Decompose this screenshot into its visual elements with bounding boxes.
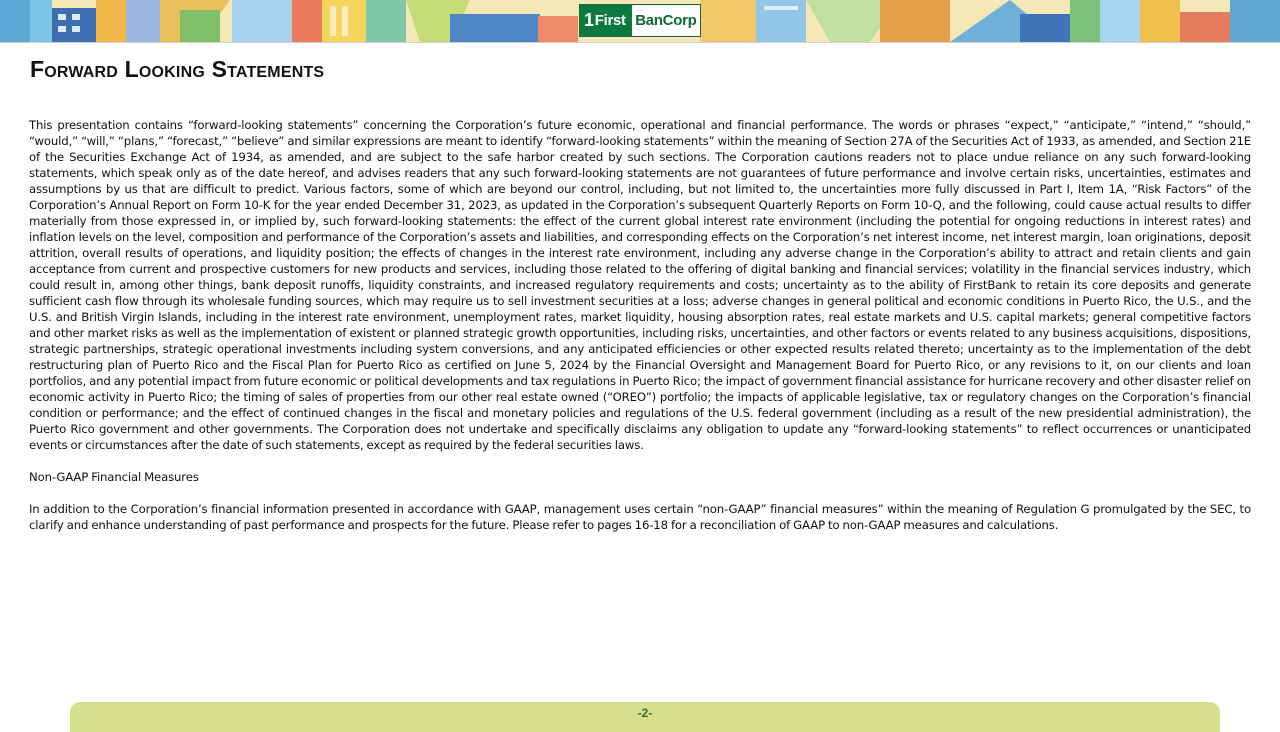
paragraph-gap xyxy=(29,485,1251,501)
logo-first-text: First xyxy=(594,12,626,29)
firstbancorp-logo xyxy=(579,4,701,37)
header-banner xyxy=(0,0,1280,43)
paragraph-gap xyxy=(29,453,1251,469)
logo-first-block xyxy=(580,5,632,36)
non-gaap-heading: Non-GAAP Financial Measures xyxy=(29,470,199,484)
logo-number: 1 xyxy=(584,10,594,30)
forward-looking-paragraph: This presentation contains “forward-looking statements” concerning the Corporation’s future economic, operational and financial performance. The words or phrases “expect,” “anticipate,” “intend,” “should,” “would,” “will,” “plans,” “forecast,” “believe” and similar expressions are meant to identify “forward-looking statements” within the meaning of Section 27A of the Securities Act of 1933, as amended, and Section 21E of the Securities Exchange Act of 1934, as amended, and are subject to the safe harbor created by such sections. The Corporation cautions readers not to place undue reliance on any such forward-looking statements, which speak only as of the date hereof, and advises readers that any such forward-looking statements are not guarantees of future performance and involve certain risks, uncertainties, estimates and assumptions by us that are difficult to predict. Various factors, some of which are beyond our control, including, but not limited to, the uncertainties more fully discussed in Part I, Item 1A, “Risk Factors” of the Corporation’s Annual Report on Form 10-K for the year ended December 31, 2023, as updated in the Corporation’s subsequent Quarterly Reports on Form 10-Q, and the following, could cause actual results to differ materially from those expressed in, or implied by, such forward-looking statements: the effect of the current global interest rate environment (including the potential for ongoing reductions in interest rates) and inflation levels on the level, composition and performance of the Corporation’s assets and liabilities, and corresponding effects on the Corporation’s net interest income, net interest margin, loan originations, deposit attrition, overall results of operations, and liquidity position; the effects of changes in the interest rate environment, including any adverse change in the Corporation’s ability to attract and retain clients and gain acceptance from current and prospective customers for new products and services, including those related to the offering of digital banking and financial services; volatility in the financial services industry, which could result in, among other things, bank deposit runoffs, liquidity constraints, and increased regulatory requirements and costs; uncertainty as to the ability of FirstBank to retain its core deposits and generate sufficient cash flow through its wholesale funding sources, which may require us to sell investment securities at a loss; adverse changes in general political and economic conditions in Puerto Rico, the U.S., and the U.S. and British Virgin Islands, including in the interest rate environment, unemployment rates, market liquidity, housing absorption rates, real estate markets and U.S. capital markets; general competitive factors and other market risks as well as the implementation of existent or planned strategic growth opportunities, including risks, uncertainties, and other factors or events related to any business acquisitions, dispositions, strategic partnerships, strategic operational investments including system conversions, and any anticipated efficiencies or other expected results related thereto; uncertainty as to the implementation of the debt restructuring plan of Puerto Rico and the Fiscal Plan for Puerto Rico as certified on June 5, 2024 by the Financial Oversight and Management Board for Puerto Rico, or any revisions to it, on our clients and loan portfolios, and any potential impact from future economic or political developments and tax regulations in Puerto Rico; the impact of government financial assistance for hurricane recovery and other disaster relief on economic activity in Puerto Rico; the timing of sales of properties from our other real estate owned (“OREO”) portfolio; the impacts of applicable legislative, tax or regulatory changes on the Corporation’s financial condition or performance; and the effect of continued changes in the fiscal and monetary policies and regulations of the U.S. federal government (including as a result of the new presidential administration), the Puerto Rico government and other governments. The Corporation does not undertake and specifically disclaims any obligation to update any “forward-looking statements” to reflect occurrences or unanticipated events or circumstances after the date of such statements, except as required by the federal securities laws. xyxy=(29,118,1251,452)
non-gaap-paragraph: In addition to the Corporation’s financial information presented in accordance with GAAP, management uses certain “non-GAAP” financial measures” within the meaning of Regulation G promulgated by the SEC, to clarify and enhance understanding of past performance and prospects for the future. Please refer to pages 16-18 for a reconciliation of GAAP to non-GAAP measures and calculations. xyxy=(29,502,1251,532)
logo-bancorp-text: BanCorp xyxy=(635,12,697,29)
document-body xyxy=(29,117,1251,533)
footer-bar xyxy=(70,702,1220,732)
page-number: -2- xyxy=(637,706,653,720)
page-title: Forward Looking Statements xyxy=(30,56,325,82)
